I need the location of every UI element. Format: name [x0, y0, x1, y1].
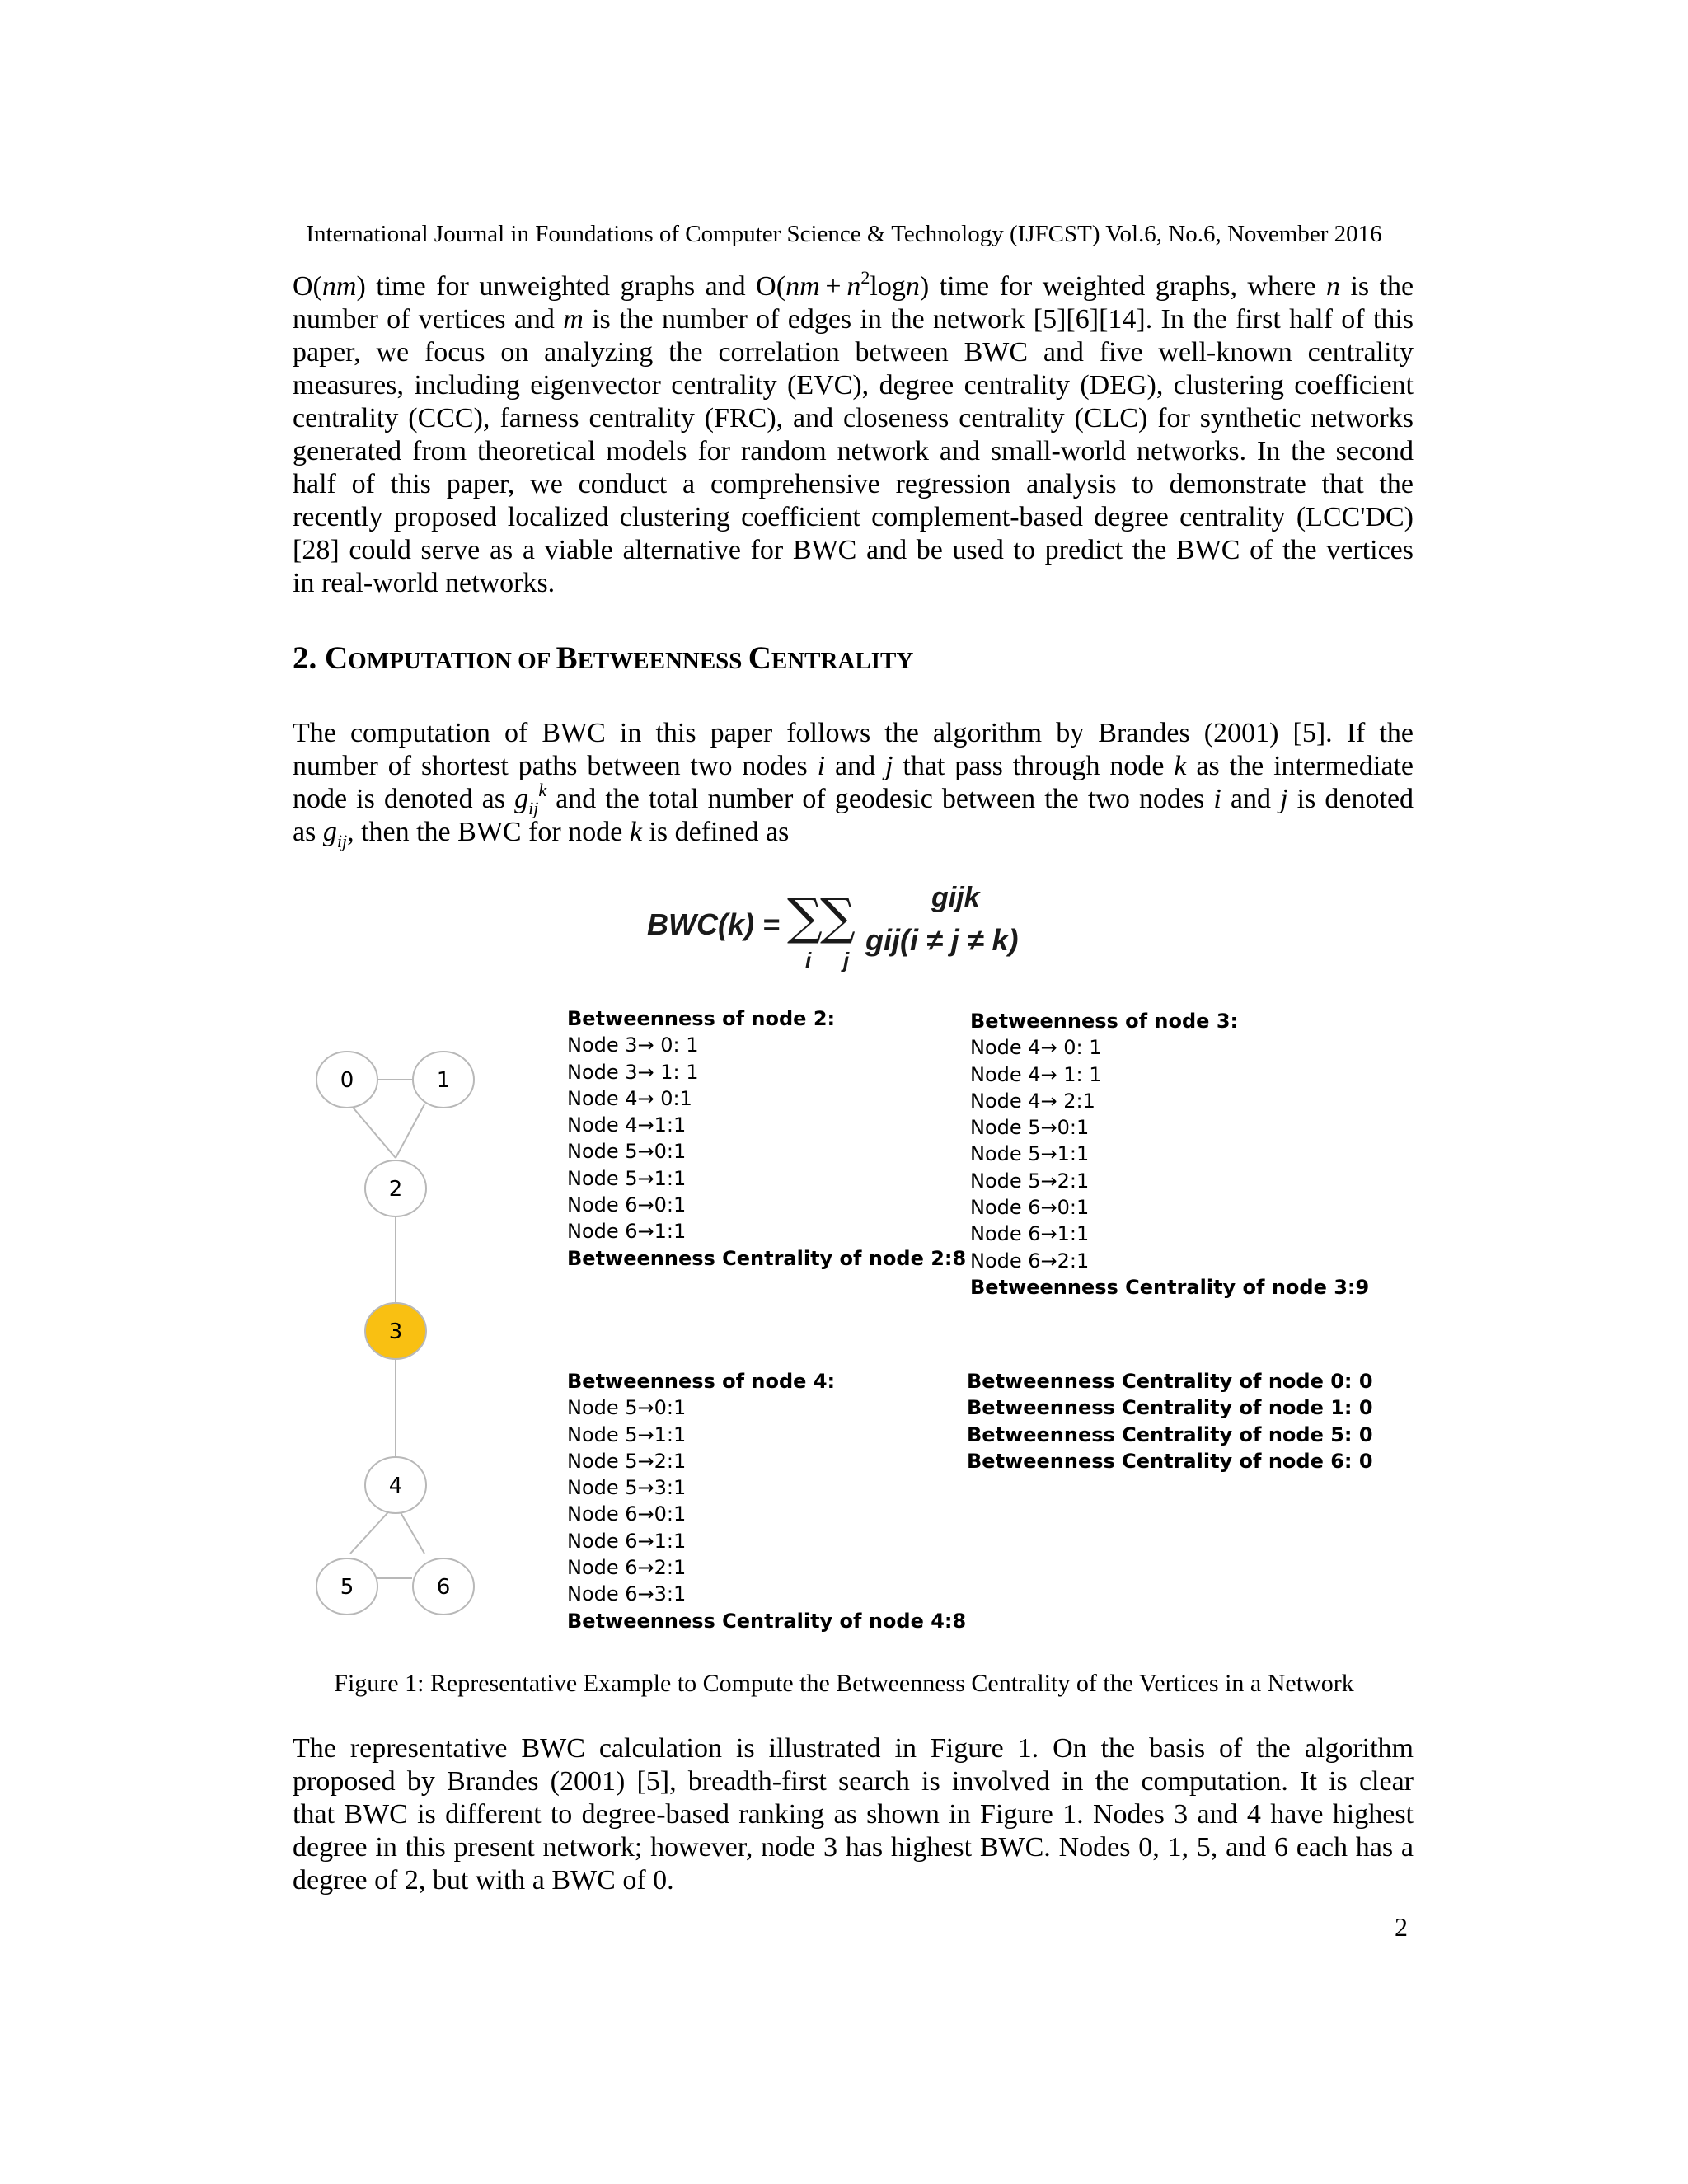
symbol-gijk: $g_{ij}^k$ [514, 779, 547, 818]
node-label: 3 [388, 1319, 403, 1344]
paragraph-1-line: measures, including eigenvector centrality (EVC), degree centrality (DEG), clustering coefficient [293, 370, 1414, 401]
text-span: and [705, 271, 746, 302]
path-item: Node 6→1:1 [567, 1220, 687, 1244]
path-item: Node 6→2:1 [970, 1249, 1090, 1272]
paragraph-2-line: The computation of BWC in this paper follows the algorithm by Brandes (2001) [5]. If the [293, 718, 1414, 748]
bwc-formula [647, 882, 1059, 981]
column-title: Betweenness of node 3: [970, 1010, 1239, 1033]
path-item: Node 6→0:1 [567, 1193, 687, 1217]
zero-centrality-item: Betweenness Centrality of node 0: 0 [967, 1370, 1373, 1393]
betweenness-node-3 [970, 1008, 1369, 1301]
text-span: n [1325, 271, 1340, 302]
node-label: 4 [388, 1474, 403, 1498]
zero-centrality-item: Betweenness Centrality of node 1: 0 [967, 1396, 1373, 1420]
heading-cap: C [748, 640, 771, 676]
sum-index-j: j [843, 948, 850, 972]
path-item: Node 5→0:1 [567, 1140, 687, 1164]
graph-node-5 [316, 1558, 377, 1615]
path-item: Node 6→0:1 [567, 1502, 687, 1526]
zero-centrality-list [967, 1368, 1373, 1474]
path-item: Node 5→3:1 [567, 1476, 687, 1500]
heading-cap: B [556, 640, 578, 676]
symbol-gij: $g_{ij}$ [322, 817, 348, 851]
paragraph-3-line: The representative BWC calculation is illustrated in Figure 1. On the basis of the algorithm [293, 1733, 1414, 1764]
path-item: Node 5→1:1 [567, 1166, 687, 1190]
path-item: Node 5→0:1 [567, 1396, 687, 1420]
edge-1-2 [396, 1104, 424, 1158]
text-span: and [1230, 784, 1272, 814]
graph-node-2 [365, 1160, 426, 1216]
text-span: for [436, 271, 469, 302]
page-number: 2 [1395, 1912, 1408, 1942]
node-label: 5 [340, 1575, 354, 1600]
text-span: j [1280, 784, 1288, 814]
column-title: Betweenness of node 4: [567, 1370, 836, 1393]
section-heading [293, 640, 913, 677]
paragraph-3-line: that BWC is different to degree-based ranking as shown in Figure 1. Nodes 3 and 4 have highest [293, 1799, 1414, 1830]
graph-node-6 [413, 1558, 474, 1615]
heading-rest: ETWEENNESS [577, 648, 748, 674]
text-span: as [293, 817, 316, 847]
complexity-unweighted: O(nm) [293, 271, 366, 302]
path-item: Node 5→2:1 [567, 1449, 687, 1473]
text-span: j [885, 751, 893, 781]
path-item: Node 6→3:1 [567, 1582, 687, 1606]
column-title: Betweenness of node 2: [567, 1007, 836, 1030]
path-item: Node 4→ 0:1 [567, 1086, 692, 1110]
path-item: Node 6→2:1 [567, 1556, 687, 1580]
paragraph-1-line: recently proposed localized clustering coefficient complement-based degree centrality (LCC'DC) [293, 502, 1414, 532]
zero-centrality-item: Betweenness Centrality of node 6: 0 [967, 1449, 1373, 1473]
path-item: Node 3→ 1: 1 [567, 1060, 699, 1084]
sum-index-i: i [805, 948, 812, 972]
text-span: node is denoted as [293, 784, 505, 814]
text-span: i [817, 751, 826, 781]
text-span: graphs [620, 271, 696, 302]
path-item: Node 6→1:1 [567, 1529, 687, 1553]
node-label: 2 [388, 1177, 403, 1202]
running-header: International Journal in Foundations of Computer Science & Technology (IJFCST) Vol.6, No.6, November 2016 [306, 221, 1382, 247]
path-item: Node 4→ 1: 1 [970, 1062, 1102, 1086]
column-total: Betweenness Centrality of node 2:8 [567, 1246, 967, 1270]
path-item: Node 5→1:1 [970, 1142, 1090, 1166]
graph-node-4 [365, 1457, 426, 1513]
column-total: Betweenness Centrality of node 4:8 [567, 1609, 967, 1633]
text-span: , then the BWC for node [347, 817, 623, 847]
paragraph-3-line: degree in this present network; however, node 3 has highest BWC. Nodes 0, 1, 5, and 6 each has a [293, 1832, 1414, 1863]
paragraph-2-line-3 [293, 779, 1414, 818]
text-span: unweighted [479, 271, 610, 302]
column-total: Betweenness Centrality of node 3:9 [970, 1275, 1370, 1299]
path-item: Node 4→1:1 [567, 1113, 687, 1137]
text-span: is the number of edges in the network [5][6][14]. In the first half of this [592, 304, 1414, 335]
path-item: Node 4→ 2:1 [970, 1089, 1095, 1113]
path-item: Node 6→1:1 [970, 1222, 1090, 1246]
graph-node-0 [316, 1052, 377, 1108]
zero-centrality-item: Betweenness Centrality of node 5: 0 [967, 1422, 1373, 1446]
text-span: that pass through node [903, 751, 1165, 781]
section-number: 2. [293, 640, 317, 676]
text-span: time [376, 271, 426, 302]
graph-node-3 [365, 1303, 426, 1359]
path-item: Node 5→2:1 [970, 1169, 1090, 1193]
text-span: number of shortest paths between two nodes [293, 751, 808, 781]
formula-denominator: gij(i ≠ j ≠ k) [865, 923, 1019, 957]
text-span: is denoted [1296, 784, 1414, 814]
text-span: is the [1350, 271, 1414, 302]
paragraph-2-line-2 [293, 750, 1414, 783]
figure-caption: Figure 1: Representative Example to Compute the Betweenness Centrality of the Vertices in a Network [334, 1670, 1354, 1697]
graph-node-1 [413, 1052, 474, 1108]
paragraph-1-line-2 [293, 303, 1414, 336]
paragraph-3-line: proposed by Brandes (2001) [5], breadth-first search is involved in the computation. It is clear [293, 1766, 1414, 1797]
paragraph-1-line: half of this paper, we conduct a comprehensive regression analysis to demonstrate that the [293, 469, 1414, 499]
node-label: 1 [436, 1068, 451, 1093]
paragraph-1-line: [28] could serve as a viable alternative for BWC and be used to predict the BWC of the vertices [293, 535, 1414, 565]
node-label: 0 [340, 1068, 354, 1093]
edge-0-2 [350, 1104, 396, 1158]
paragraph-1-line: in real-world networks. [293, 568, 556, 598]
text-span: i [1213, 784, 1221, 814]
paragraph-1-line: paper, we focus on analyzing the correlation between BWC and five well-known centrality [293, 337, 1414, 368]
text-span: k [629, 817, 642, 847]
heading-rest: OMPUTATION OF [348, 648, 556, 674]
text-span: and the total number of geodesic between the two nodes [556, 784, 1205, 814]
paragraph-1-line-1 [293, 266, 1414, 303]
path-item: Node 6→0:1 [970, 1196, 1090, 1220]
formula-lhs: BWC(k) = [647, 907, 780, 941]
heading-rest: ENTRALITY [771, 648, 914, 674]
path-item: Node 5→0:1 [970, 1116, 1090, 1140]
complexity-weighted: $O(nm + n^2\log n)$ [756, 266, 930, 302]
text-span: m [563, 304, 584, 335]
path-item: Node 5→1:1 [567, 1422, 687, 1446]
paragraph-2-line-4 [293, 816, 789, 849]
network-graph [313, 1047, 486, 1624]
path-item: Node 4→ 0: 1 [970, 1036, 1102, 1060]
paragraph-3-line: degree of 2, but with a BWC of 0. [293, 1865, 674, 1896]
paragraph-1-line: centrality (CCC), farness centrality (FRC), and closeness centrality (CLC) for synthetic networks [293, 403, 1414, 434]
path-item: Node 3→ 0: 1 [567, 1033, 699, 1057]
text-span: number of vertices and [293, 304, 555, 335]
betweenness-node-2 [567, 1005, 966, 1272]
betweenness-node-4 [567, 1368, 966, 1634]
sum-symbol: ∑ [820, 888, 856, 946]
text-span: as the intermediate [1196, 751, 1414, 781]
heading-cap: C [325, 640, 349, 676]
text-span: k [1174, 751, 1187, 781]
sum-symbol: ∑ [787, 888, 823, 946]
node-label: 6 [436, 1575, 451, 1600]
text-span: and [835, 751, 876, 781]
paragraph-1-line: generated from theoretical models for random network and small-world networks. In the second [293, 436, 1414, 466]
formula-numerator: gijk [931, 882, 980, 913]
text-span: is defined as [649, 817, 790, 847]
text-span: time for weighted graphs, where [939, 271, 1316, 302]
